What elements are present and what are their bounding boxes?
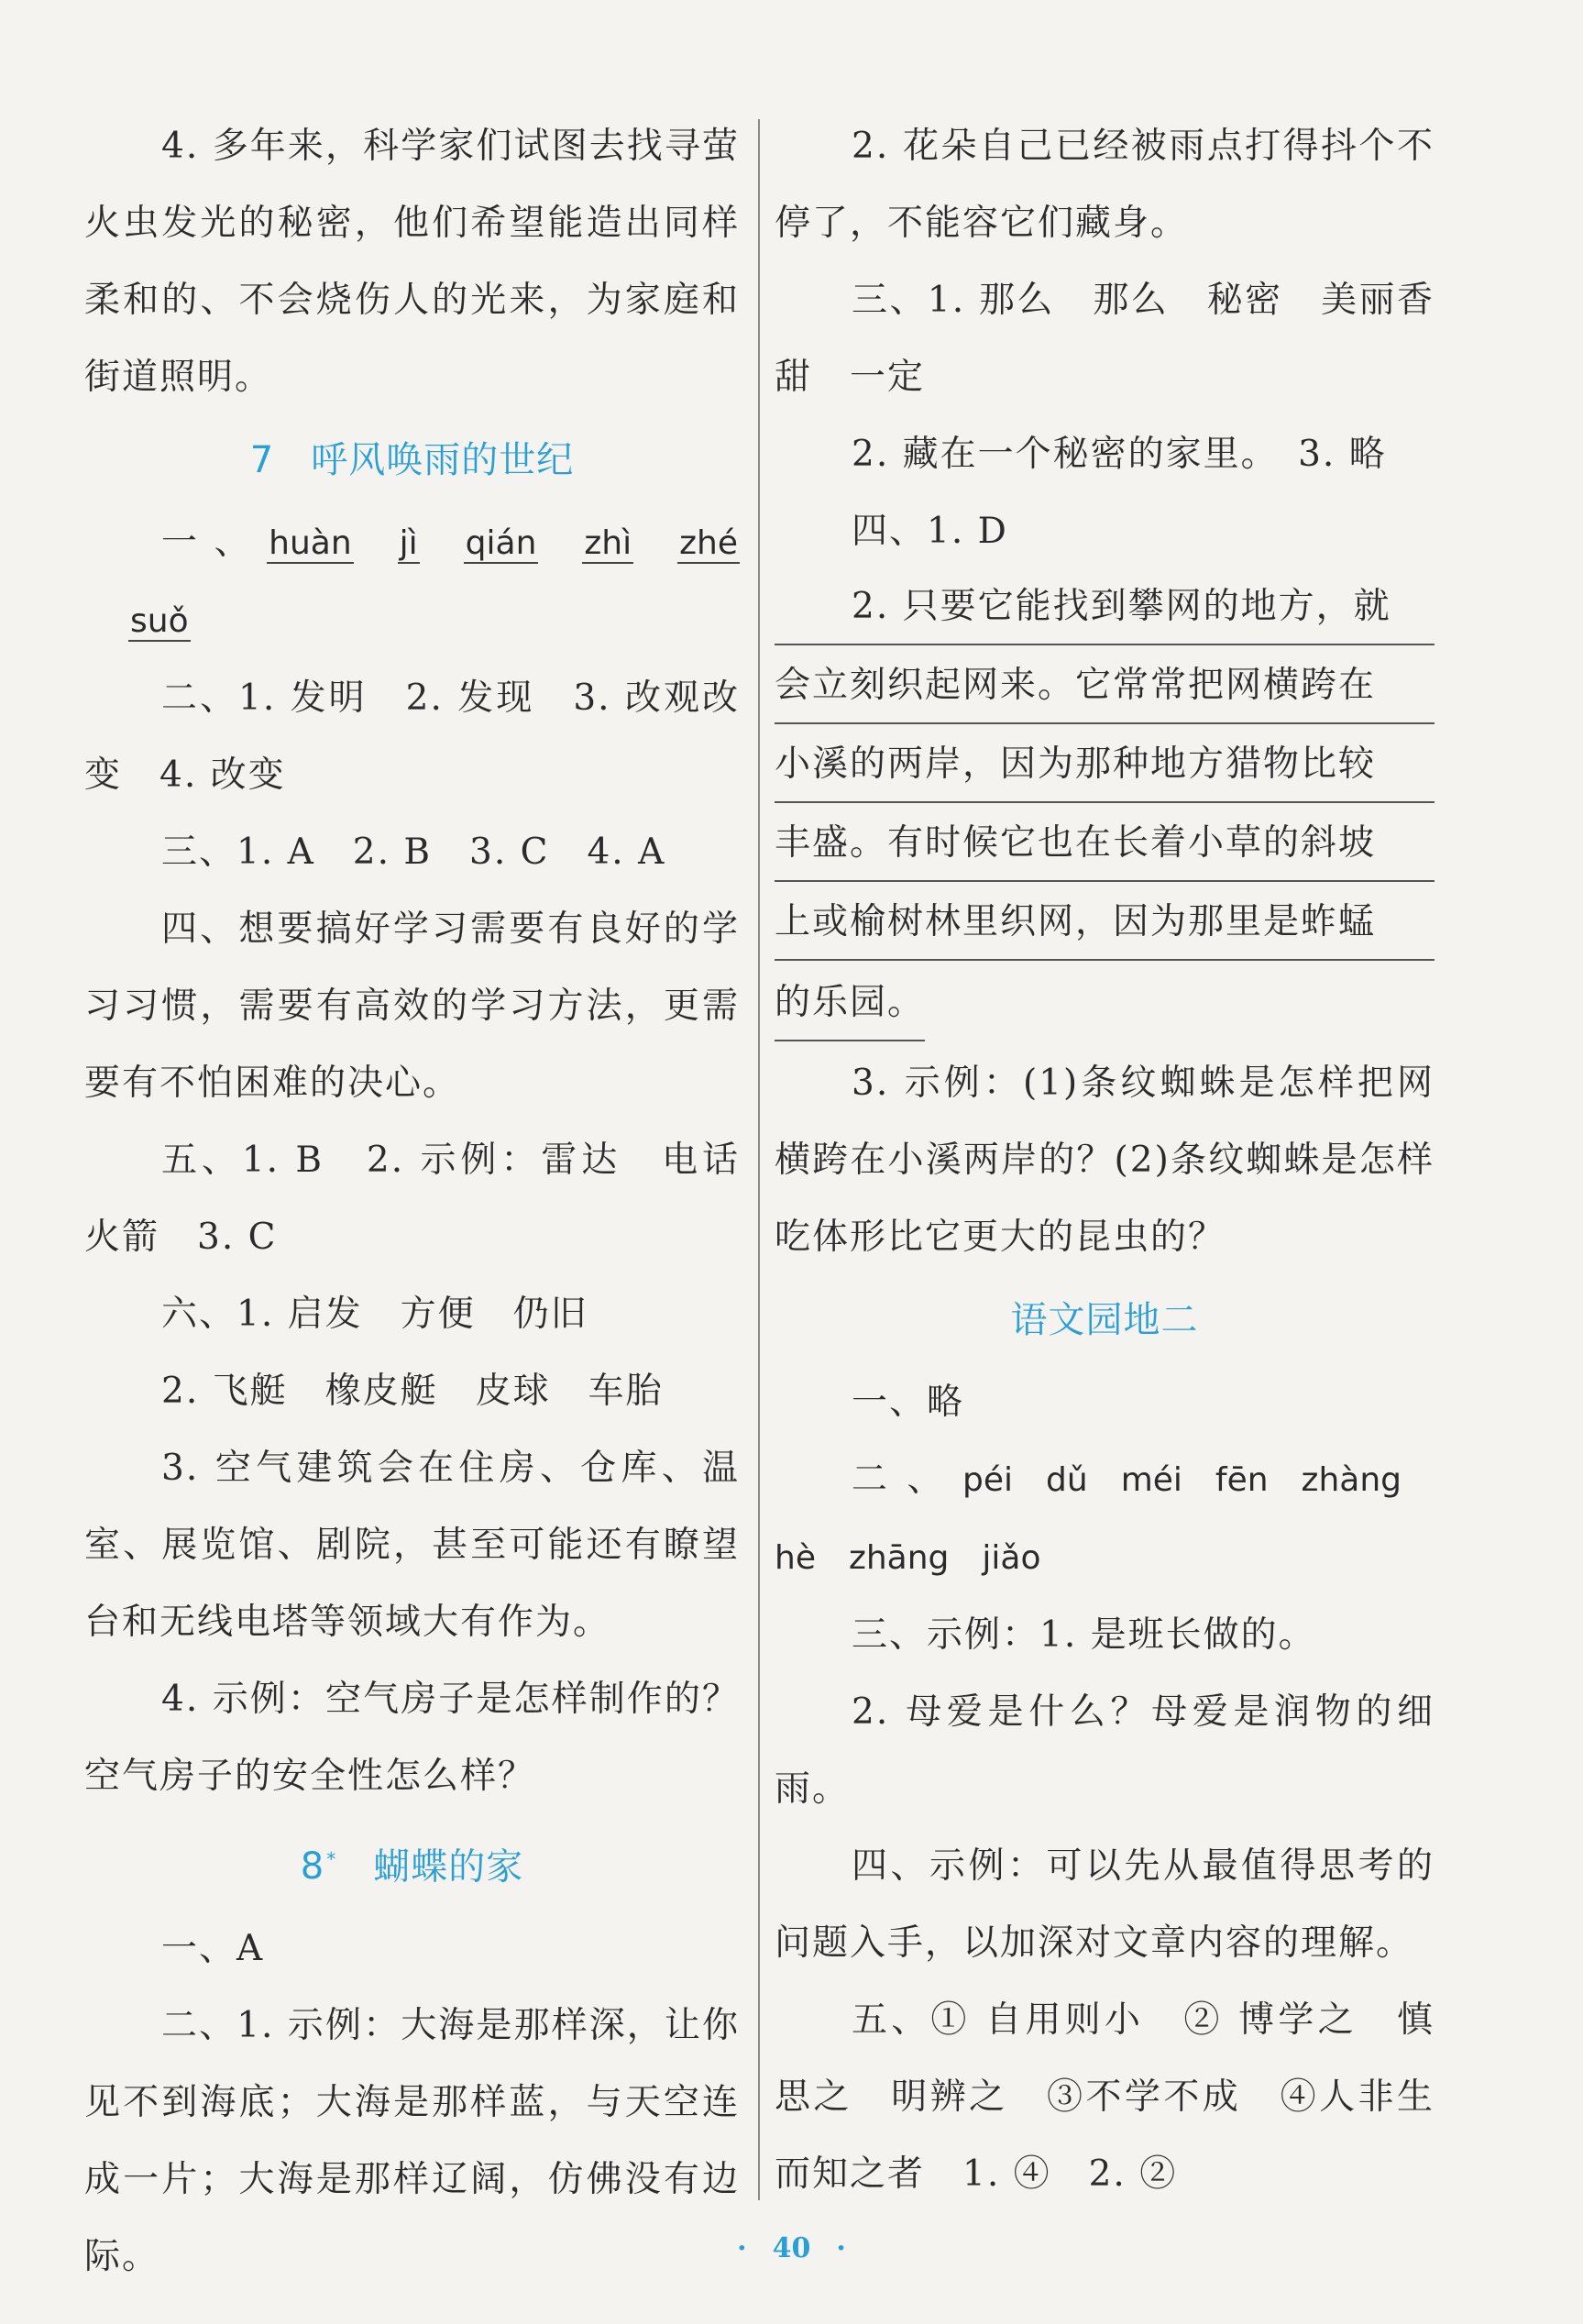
question-label: 一、 — [161, 522, 268, 563]
lesson-title — [84, 416, 740, 504]
pinyin: jiǎo — [982, 1539, 1041, 1577]
answer-text: 2. 母爱是什么？母爱是润物的细雨。 — [775, 1691, 1435, 1810]
answer-text: 五、① 自用则小 ② 博学之 慎思之 明辨之 ③不学不成 ④人非生而知之者 1. ④ 2. ② — [775, 1999, 1435, 2195]
answer-text: 4. 示例：空气房子是怎样制作的？空气房子的安全性怎么样？ — [84, 1679, 740, 1797]
answer-text: 2. 藏在一个秘密的家里。 3. 略 — [852, 434, 1387, 475]
answer-text: 2. 飞艇 橡皮艇 皮球 车胎 — [161, 1371, 664, 1412]
answer-text: 3. 示例：(1)条纹蜘蛛是怎样把网横跨在小溪两岸的？(2)条纹蜘蛛是怎样吃体形比它更大的昆虫的？ — [775, 1063, 1435, 1258]
pinyin: huàn — [269, 524, 352, 562]
underlined-line: 会立刻织起网来。它常常把网横跨在 — [775, 649, 1435, 724]
unit-title: 语文园地二 — [1010, 1299, 1199, 1341]
pinyin: zhé — [679, 524, 738, 562]
answer-text: 3. 空气建筑会在住房、仓库、温室、展览馆、剧院，甚至可能还有瞭望台和无线电塔等领域大有作为。 — [84, 1448, 740, 1643]
pinyin-answer — [84, 504, 740, 660]
pinyin-answer — [775, 1441, 1435, 1597]
pinyin: suǒ — [130, 602, 189, 640]
optional-lesson-mark: * — [326, 1848, 337, 1870]
right-column — [775, 108, 1435, 2213]
pinyin: méi — [1120, 1461, 1182, 1499]
lesson-title — [84, 1815, 740, 1911]
underlined-answer — [775, 570, 1435, 1045]
underlined-line: 丰盛。有时候它也在长着小草的斜坡 — [775, 807, 1435, 882]
answer-text: 六、1. 启发 方便 仍旧 — [161, 1294, 588, 1335]
lesson-number: 7 — [249, 439, 275, 481]
lesson-title-text: 蝴蝶的家 — [373, 1845, 524, 1889]
answer-text: 2. 花朵自己已经被雨点打得抖个不停了，不能容它们藏身。 — [775, 126, 1435, 244]
page-number-text: 40 — [772, 2232, 811, 2264]
pinyin: péi — [962, 1461, 1014, 1499]
underlined-line: 2. 只要它能找到攀网的地方，就 — [775, 570, 1435, 645]
answer-text: 四、示例：可以先从最值得思考的问题入手，以加深对文章内容的理解。 — [775, 1845, 1435, 1964]
page-number: · 40 · — [737, 2232, 846, 2264]
pinyin: qián — [465, 524, 537, 562]
pinyin: dǔ — [1046, 1461, 1088, 1499]
underlined-line: 上或榆树林里织网，因为那里是蚱蜢 — [775, 886, 1435, 961]
answer-text: 二、1. 发明 2. 发现 3. 改观改变 4. 改变 — [84, 677, 740, 796]
answer-text: 五、1. B 2. 示例：雷达 电话火箭 3. C — [84, 1140, 740, 1258]
underlined-line: 小溪的两岸，因为那种地方猎物比较 — [775, 728, 1435, 803]
answer-text: 三、1. 那么 那么 秘密 美丽香甜 一定 — [775, 280, 1435, 398]
left-column — [84, 108, 740, 2296]
pinyin: fēn — [1215, 1461, 1269, 1499]
answer-text: 三、示例：1. 是班长做的。 — [852, 1614, 1316, 1656]
lesson-number: 8 — [300, 1845, 325, 1889]
pinyin: zhāng — [848, 1539, 950, 1577]
answer-text: 二、1. 示例：大海是那样深，让你见不到海底；大海是那样蓝，与天空连成一片；大海是那样辽阔，仿佛没有边际。 — [84, 2005, 740, 2278]
answer-text: 一、A — [161, 1928, 265, 1970]
answer-text: 4. 多年来，科学家们试图去找寻萤火虫发光的秘密，他们希望能造出同样柔和的、不会烧伤人的光来，为家庭和街道照明。 — [84, 126, 740, 398]
question-number: 2. — [852, 586, 903, 627]
pinyin: zhàng — [1301, 1461, 1402, 1499]
pinyin: jì — [399, 524, 418, 562]
answer-text: 三、1. A 2. B 3. C 4. A — [161, 832, 666, 873]
answer-text: 四、想要搞好学习需要有良好的学习习惯，需要有高效的学习方法，更需要有不怕困难的决心。 — [84, 909, 740, 1104]
pinyin: zhì — [584, 524, 632, 562]
question-label: 二、 — [852, 1459, 962, 1500]
column-divider — [758, 119, 760, 2200]
lesson-title-text: 呼风唤雨的世纪 — [311, 439, 575, 481]
answer-text: 一、略 — [852, 1382, 965, 1423]
answer-text: 四、1. D — [852, 511, 1008, 552]
pinyin: hè — [775, 1539, 816, 1577]
underlined-line: 的乐园。 — [775, 966, 925, 1041]
